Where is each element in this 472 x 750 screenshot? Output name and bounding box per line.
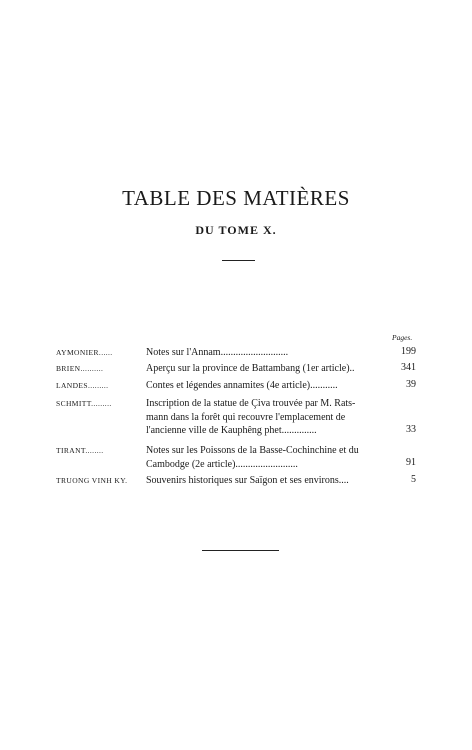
entry-title-line: Cambodge (2e article)......................... — [146, 458, 298, 470]
closing-divider — [202, 550, 279, 551]
entry-title — [146, 397, 392, 438]
entry-author: TRUONG VINH KY. — [56, 476, 128, 485]
entry-title — [146, 444, 392, 471]
entry-title — [146, 362, 392, 376]
entry-author: LANDES......... — [56, 381, 109, 390]
entry-title-line: Souvenirs historiques sur Saïgon et ses environs.... — [146, 475, 349, 486]
entry-title-line: Aperçu sur la province de Battambang (1er article).. — [146, 363, 355, 374]
entry-title-line: Inscription de la statue de Çiva trouvée par M. Rats- — [146, 398, 356, 409]
entry-author: AYMONIER...... — [56, 348, 113, 357]
entry-title-line: l'ancienne ville de Kauphêng phet.............. — [146, 425, 317, 436]
entry-title-line: Notes sur les Poissons de la Basse-Cochinchine et du — [146, 445, 359, 456]
entry-page: 91 — [406, 457, 416, 468]
entry-author: SCHMITT......... — [56, 399, 112, 408]
entry-title — [146, 346, 392, 360]
page-title: TABLE DES MATIÈRES — [122, 186, 350, 210]
entry-page: 5 — [411, 474, 416, 485]
entry-title-line: Contes et légendes annamites (4e article)........... — [146, 380, 338, 391]
page-subtitle: DU TOME X. — [195, 223, 277, 237]
entry-title-line: Notes sur l'Annam........................... — [146, 347, 289, 358]
entry-title — [146, 379, 392, 393]
title-divider — [222, 260, 255, 261]
entry-page: 39 — [406, 379, 416, 390]
entry-author: TIRANT........ — [56, 446, 104, 455]
entry-title — [146, 474, 392, 488]
entry-page: 341 — [401, 362, 416, 373]
entry-author: BRIEN.......... — [56, 364, 104, 373]
entry-page: 199 — [401, 346, 416, 357]
pages-column-header: Pages. — [392, 333, 413, 342]
entry-title-line: mann dans la forêt qui recouvre l'emplacement de — [146, 411, 346, 423]
entry-page: 33 — [406, 424, 416, 435]
